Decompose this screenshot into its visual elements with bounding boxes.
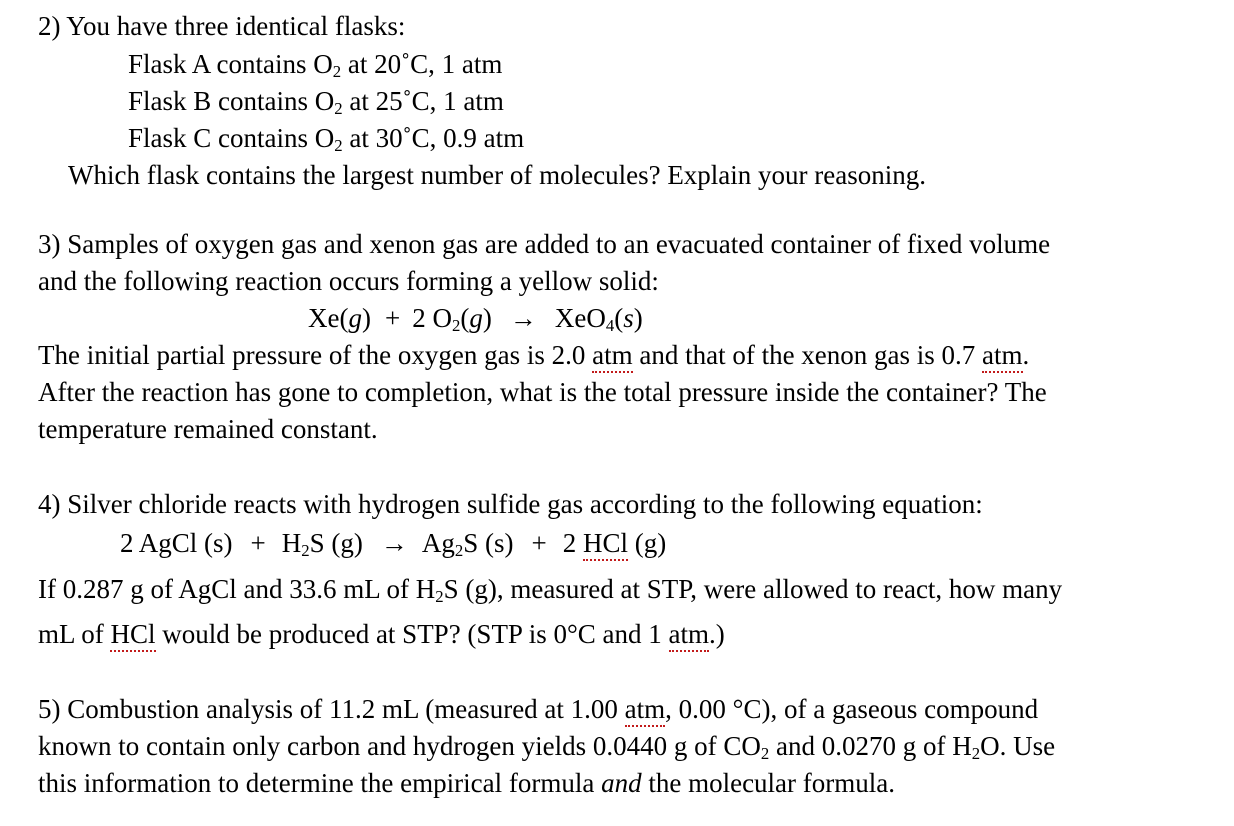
q4-line2b: S (g), measured at STP, were allowed to react, how many <box>443 574 1063 604</box>
eq-o2-open: ( <box>460 303 470 333</box>
eq-o2-close: ) <box>482 303 492 333</box>
q4-line3c: .) <box>709 619 725 649</box>
q5-atm: atm <box>625 694 666 727</box>
q3-line1-text: 3) Samples of oxygen gas and xenon gas are added to an evacuated container of fixed volume <box>38 229 1051 259</box>
eq4-hcl: HCl <box>583 528 628 561</box>
eq4-agcl: 2 AgCl (s) <box>120 528 233 558</box>
flask-a-sub: 2 <box>332 62 342 82</box>
q4-line2 <box>38 573 1062 605</box>
q4-atm: atm <box>669 619 710 652</box>
q3-line4-text: After the reaction has gone to completion, what is the total pressure inside the container? The <box>38 377 1047 407</box>
q5-line2a: known to contain only carbon and hydrogen yields 0.0440 g of CO <box>38 731 761 761</box>
eq4-h2s-post: S (g) <box>309 528 363 558</box>
q3-line5 <box>38 413 378 445</box>
eq-g1: g <box>348 303 362 333</box>
eq-s: s <box>623 303 634 333</box>
q3-atm1: atm <box>592 340 633 373</box>
eq4-plus1: + <box>250 528 266 558</box>
eq-plus: + <box>384 303 401 333</box>
q2-question <box>68 159 926 191</box>
flask-b-pre: Flask B contains O <box>128 86 335 116</box>
q5-line2 <box>38 730 1055 762</box>
q5-line3b: the molecular formula. <box>641 768 895 798</box>
q4-line1 <box>38 488 983 520</box>
q5-co2-sub: 2 <box>760 744 770 764</box>
q3-line3 <box>38 339 1029 371</box>
q2-heading-text: 2) You have three identical flasks: <box>38 11 406 41</box>
q5-line1 <box>38 693 1038 725</box>
eq-xeo4-sub: 4 <box>605 316 615 336</box>
q4-hcl: HCl <box>110 619 155 652</box>
eq4-ag2s-post: S (s) <box>463 528 514 558</box>
q2-question-text: Which flask contains the largest number of molecules? Explain your reasoning. <box>68 160 927 190</box>
q4-line3a: mL of <box>38 619 111 649</box>
eq4-plus2: + <box>531 528 547 558</box>
eq-open3: ( <box>614 303 624 333</box>
eq-o2-sub: 2 <box>451 316 461 336</box>
q4-line3b: would be produced at STP? (STP is 0°C and 1 <box>155 619 669 649</box>
flask-c-pre: Flask C contains O <box>128 123 335 153</box>
q5-line2b: and 0.0270 g of H <box>769 731 972 761</box>
eq4-arrow: → <box>380 528 408 558</box>
q5-and: and <box>601 768 642 798</box>
eq4-hcl-post: (g) <box>628 528 667 558</box>
q5-line1a: 5) Combustion analysis of 11.2 mL (measured at 1.00 <box>38 694 625 724</box>
eq-arrow: → <box>509 303 537 333</box>
flask-b-post: at 25˚C, 1 atm <box>342 86 504 116</box>
q3-line3c: . <box>1022 340 1030 370</box>
eq-close3: ) <box>633 303 643 333</box>
q3-line1 <box>38 228 1050 260</box>
q3-line3a: The initial partial pressure of the oxygen gas is 2.0 <box>38 340 593 370</box>
q5-line3a: this information to determine the empirical formula <box>38 768 602 798</box>
flask-c-post: at 30˚C, 0.9 atm <box>342 123 525 153</box>
flask-a-post: at 20˚C, 1 atm <box>341 49 503 79</box>
eq4-hcl-pre: 2 <box>562 528 583 558</box>
q4-line2a: If 0.287 g of AgCl and 33.6 mL of H <box>38 574 436 604</box>
q2-flask-a <box>128 48 502 80</box>
q4-line1-text: 4) Silver chloride reacts with hydrogen sulfide gas according to the following equation: <box>38 489 983 519</box>
q3-line5-text: temperature remained constant. <box>38 414 378 444</box>
q5-h2o-sub: 2 <box>971 744 981 764</box>
q2-heading <box>38 10 405 42</box>
q5-line1b: , 0.00 °C), of a gaseous compound <box>665 694 1039 724</box>
q3-atm2: atm <box>982 340 1023 373</box>
eq-xeo4-pre: XeO <box>554 303 606 333</box>
q3-line2-text: and the following reaction occurs forming a yellow solid: <box>38 266 659 296</box>
eq4-h2s-sub: 2 <box>301 541 310 561</box>
q2-flask-b <box>128 85 504 117</box>
flask-c-sub: 2 <box>334 136 343 156</box>
q4-line2-sub: 2 <box>435 587 444 607</box>
eq4-h2s-pre: H <box>281 528 302 558</box>
q4-equation <box>120 527 666 559</box>
q3-line2 <box>38 265 659 297</box>
q3-line3b: and that of the xenon gas is 0.7 <box>632 340 983 370</box>
eq4-ag2s-sub: 2 <box>454 541 464 561</box>
q3-equation <box>308 302 643 334</box>
eq-xe: Xe( <box>308 303 349 333</box>
flask-a-pre: Flask A contains O <box>128 49 333 79</box>
eq-g2: g <box>469 303 483 333</box>
flask-b-sub: 2 <box>334 99 343 119</box>
q4-line3 <box>38 618 725 650</box>
q2-flask-c <box>128 122 524 154</box>
eq-close1: ) <box>361 303 371 333</box>
eq4-ag2s-pre: Ag <box>421 528 455 558</box>
q3-line4 <box>38 376 1047 408</box>
q5-line2c: O. Use <box>980 731 1056 761</box>
q5-line3 <box>38 767 895 799</box>
eq-o2-pre: 2 O <box>412 303 452 333</box>
